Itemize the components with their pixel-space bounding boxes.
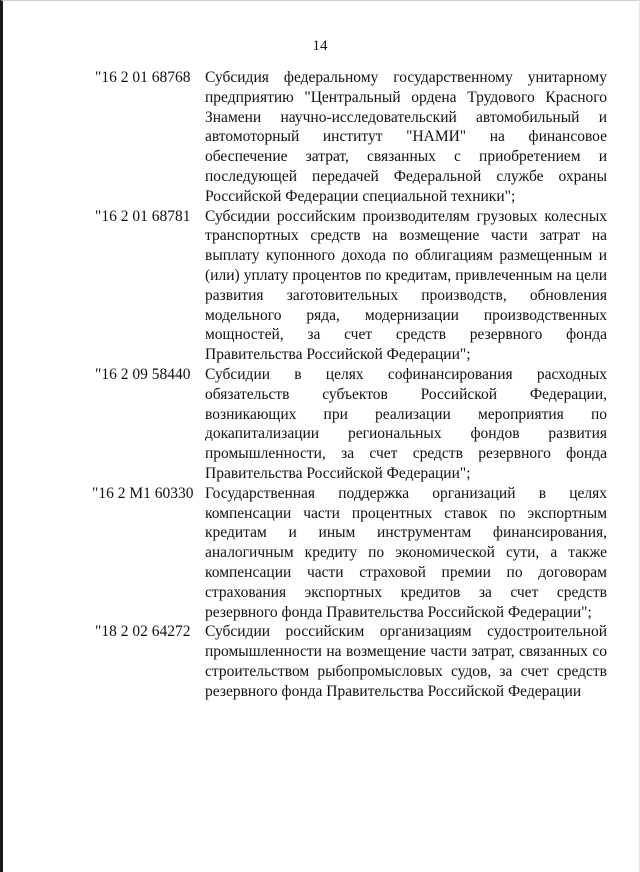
budget-code: "16 2 М1 60330 bbox=[92, 484, 194, 502]
entry-description: Субсидии российским производителям грузовых колесных транспортных средств на возмещение части затрат на выплату купонного дохода по облигациям размещенным и (или) уплату процентов по кредитам, привлеченным на цели развития заготовительных производств, обновления модельного ряда, модернизации производственных мощностей, за счет средств резервного фонда Правительства Российской Федерации"; bbox=[205, 207, 607, 364]
list-item bbox=[95, 365, 607, 484]
list-item bbox=[95, 68, 607, 207]
page-number: 14 bbox=[312, 38, 328, 54]
budget-code: "16 2 09 58440 bbox=[95, 365, 191, 383]
list-item bbox=[95, 622, 607, 701]
entry-description: Субсидии в целях софинансирования расходных обязательств субъектов Российской Федерации, возникающих при реализации мероприятия по докапитализации региональных фондов развития промышленности, за счет средств резервного фонда Правительства Российской Федерации"; bbox=[205, 365, 607, 482]
entry-description: Государственная поддержка организаций в целях компенсации части процентных ставок по экспортным кредитам и иным инструментам финансирования, аналогичным кредиту по экономической сути, а также компенсации части страховой премии по договорам страхования экспортных кредитов за счет средств резервного фонда Правительства Российской Федерации"; bbox=[205, 484, 607, 621]
budget-code: "16 2 01 68781 bbox=[95, 207, 191, 225]
budget-code-list bbox=[92, 68, 607, 702]
entry-description: Субсидии российским организациям судостроительной промышленности на возмещение части затрат, связанных со строительством рыбопромысловых судов, за счет средств резервного фонда Правительства Российской Федерации bbox=[205, 623, 607, 700]
budget-code: "18 2 02 64272 bbox=[95, 623, 191, 641]
entry-description: Субсидия федеральному государственному унитарному предприятию "Центральный ордена Трудового Красного Знамени научно-исследовательский автомобильный и автомоторный институт "НАМИ" на финансовое обеспечение затрат, связанных с приобретением и последующей передачей Федеральной службе охраны Российской Федерации специальной техники"; bbox=[205, 69, 607, 205]
list-item bbox=[95, 207, 607, 365]
budget-code: "16 2 01 68768 bbox=[95, 69, 191, 86]
list-item bbox=[92, 484, 607, 623]
